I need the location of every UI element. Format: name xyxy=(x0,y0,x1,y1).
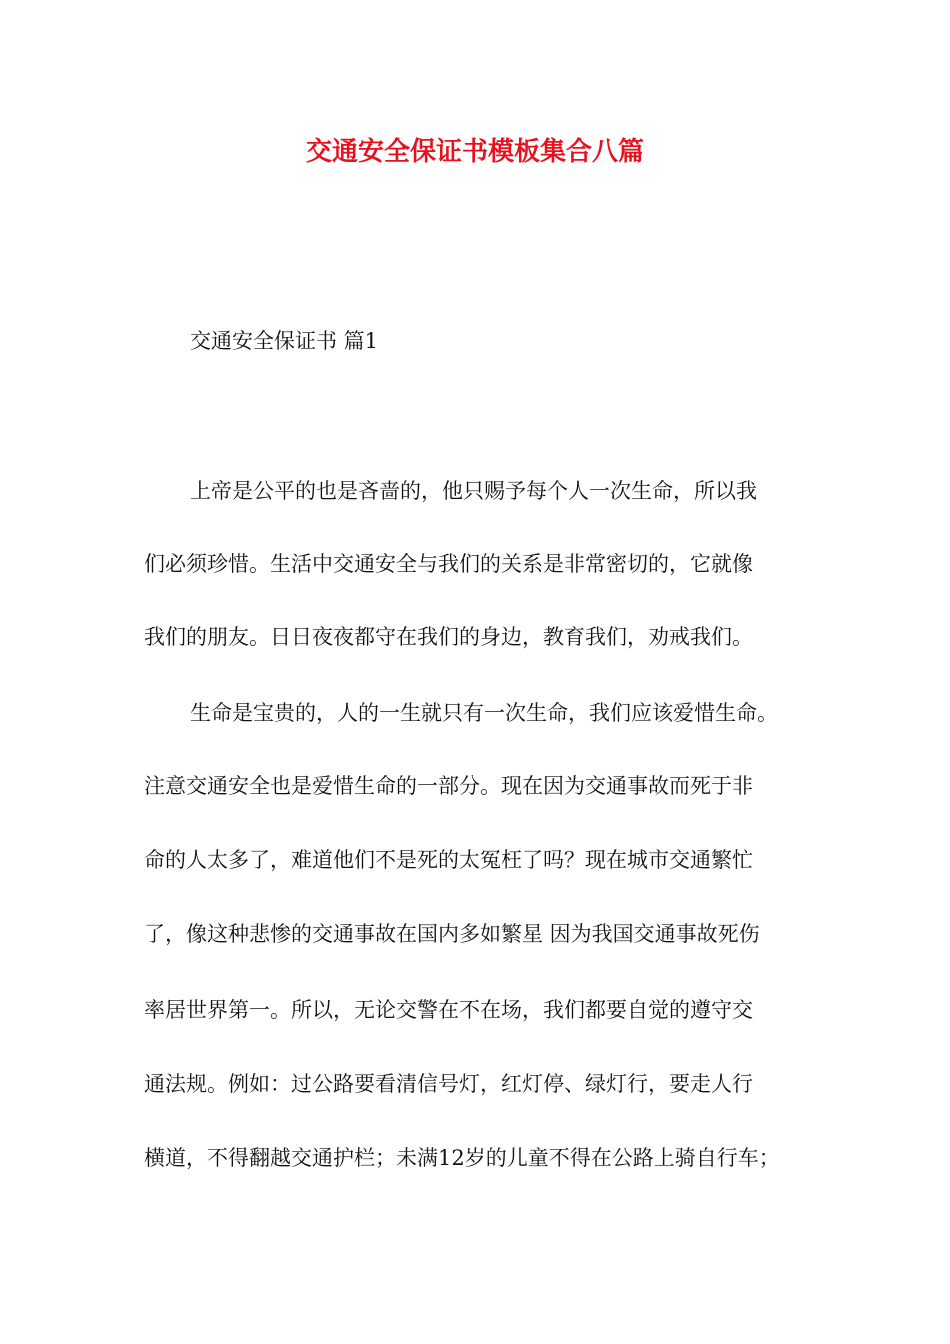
section-heading: 交通安全保证书 篇1 xyxy=(190,329,379,353)
paragraph-line: 率居世界第一。所以，无论交警在不在场，我们都要自觉的遵守交 xyxy=(144,998,753,1022)
paragraph-line: 横道，不得翻越交通护栏；未满12岁的儿童不得在公路上骑自行车； xyxy=(144,1146,780,1170)
paragraph-line: 命的人太多了，难道他们不是死的太冤枉了吗？现在城市交通繁忙 xyxy=(144,848,753,872)
paragraph-line: 通法规。例如：过公路要看清信号灯，红灯停、绿灯行，要走人行 xyxy=(144,1072,753,1096)
paragraph-line: 们必须珍惜。生活中交通安全与我们的关系是非常密切的，它就像 xyxy=(144,552,753,576)
document-title: 交通安全保证书模板集合八篇 xyxy=(305,137,644,167)
paragraph-line: 生命是宝贵的，人的一生就只有一次生命，我们应该爱惜生命。 xyxy=(190,701,778,725)
paragraph-line: 注意交通安全也是爱惜生命的一部分。现在因为交通事故而死于非 xyxy=(144,774,753,798)
paragraph-line: 上帝是公平的也是吝啬的，他只赐予每个人一次生命，所以我 xyxy=(190,479,757,503)
paragraph-line: 我们的朋友。日日夜夜都守在我们的身边，教育我们，劝戒我们。 xyxy=(144,625,753,649)
paragraph-line: 了，像这种悲惨的交通事故在国内多如繁星 因为我国交通事故死伤 xyxy=(144,922,760,946)
